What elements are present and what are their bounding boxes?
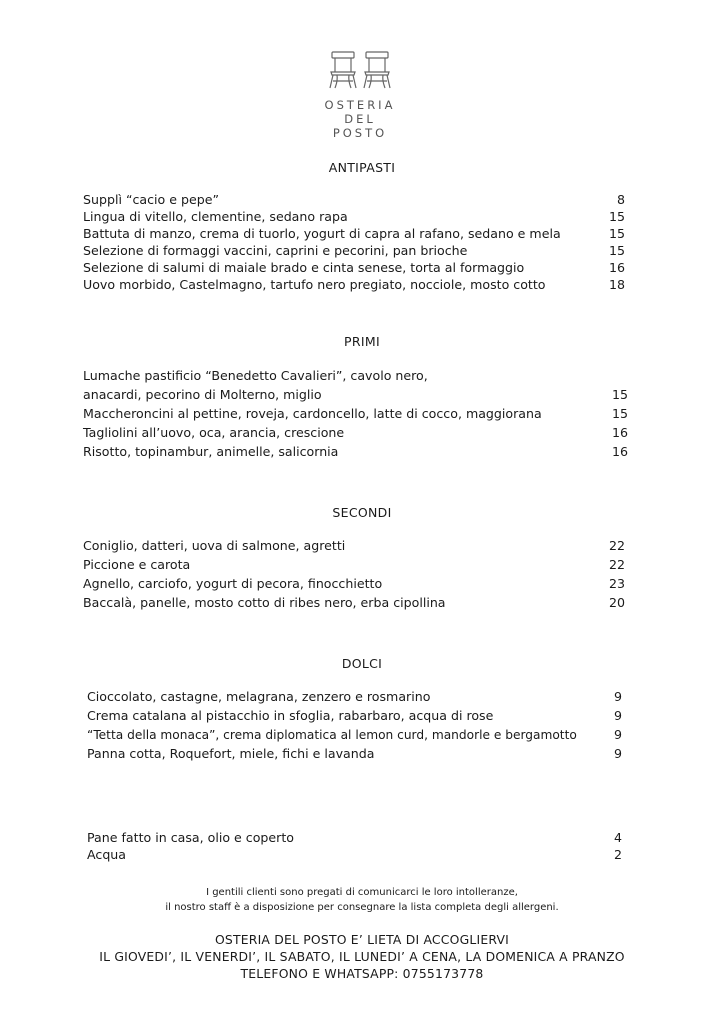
item-name: Lingua di vitello, clementine, sedano rapa [83, 209, 348, 224]
item-name: Tagliolini all’uovo, oca, arancia, crescione [83, 425, 345, 440]
footer-line-2: IL GIOVEDI’, IL VENERDI’, IL SABATO, IL LUNEDI’ A CENA, LA DOMENICA A PRANZO [99, 949, 625, 964]
item-name: Selezione di formaggi vaccini, caprini e pecorini, pan brioche [83, 243, 468, 258]
menu-item [83, 386, 628, 404]
section-title-secondi: SECONDI [332, 505, 392, 520]
osteria-logo [300, 50, 420, 140]
item-name: Maccheroncini al pettine, roveja, cardoncello, latte di cocco, maggiorana [83, 406, 542, 421]
menu-item [83, 424, 628, 442]
item-price: 9 [613, 689, 622, 704]
menu-item [87, 688, 622, 706]
menu-item [83, 367, 628, 385]
chairs-logo-icon [328, 50, 392, 90]
menu-item [87, 726, 622, 744]
menu-item [83, 537, 625, 555]
menu-item [83, 405, 628, 423]
item-price: 2 [613, 847, 622, 862]
item-name: Acqua [87, 847, 127, 862]
item-name: Pane fatto in casa, olio e coperto [87, 830, 294, 845]
section-title-primi: PRIMI [344, 334, 380, 349]
item-name: Agnello, carciofo, yogurt di pecora, finocchietto [83, 576, 383, 591]
item-name: Selezione di salumi di maiale brado e cinta senese, torta al formaggio [83, 260, 525, 275]
item-price: 22 [608, 538, 625, 553]
item-price: 15 [608, 243, 625, 258]
menu-item [83, 594, 625, 612]
item-name: Baccalà, panelle, mosto cotto di ribes nero, erba cipollina [83, 595, 446, 610]
logo-line-del: DEL [344, 112, 376, 126]
logo-line-osteria: OSTERIA [324, 98, 396, 112]
menu-item [87, 829, 622, 847]
footer-line-3: TELEFONO E WHATSAPP: 0755173778 [240, 966, 484, 981]
logo-line-posto: POSTO [332, 126, 388, 140]
item-name: Coniglio, datteri, uova di salmone, agretti [83, 538, 346, 553]
item-name: Battuta di manzo, crema di tuorlo, yogurt di capra al rafano, sedano e mela [83, 226, 561, 241]
item-name: anacardi, pecorino di Molterno, miglio [83, 387, 322, 402]
item-name: Lumache pastificio “Benedetto Cavalieri”, cavolo nero, [83, 368, 428, 383]
item-price: 16 [611, 425, 628, 440]
item-name: Risotto, topinambur, animelle, salicornia [83, 444, 339, 459]
item-price: 4 [613, 830, 622, 845]
item-price: 15 [608, 209, 625, 224]
menu-item [83, 225, 625, 243]
allergen-note-line-1: I gentili clienti sono pregati di comunicarci le loro intolleranze, [206, 887, 518, 898]
item-price: 9 [613, 727, 622, 742]
menu-item [83, 191, 625, 209]
menu-item [87, 707, 622, 725]
item-price: 16 [611, 444, 628, 459]
allergen-note-line-2: il nostro staff è a disposizione per consegnare la lista completa degli allergeni. [165, 902, 559, 913]
menu-item [83, 208, 625, 226]
item-price: 9 [613, 708, 622, 723]
item-price: 9 [613, 746, 622, 761]
menu-item [83, 443, 628, 461]
item-price: 15 [611, 387, 628, 402]
item-name: Panna cotta, Roquefort, miele, fichi e lavanda [87, 746, 375, 761]
item-name: Uovo morbido, Castelmagno, tartufo nero pregiato, nocciole, mosto cotto [83, 277, 546, 292]
footer-line-1: OSTERIA DEL POSTO E’ LIETA DI ACCOGLIERVI [214, 932, 510, 947]
item-price: 20 [608, 595, 625, 610]
item-price: 15 [611, 406, 628, 421]
item-name: Supplì “cacio e pepe” [83, 192, 220, 207]
item-price: 22 [608, 557, 625, 572]
item-price: 23 [608, 576, 625, 591]
menu-item [83, 276, 625, 294]
menu-item [87, 745, 622, 763]
item-name: “Tetta della monaca”, crema diplomatica al lemon curd, mandorle e bergamotto [87, 728, 577, 742]
item-price: 8 [616, 192, 625, 207]
item-price: 16 [608, 260, 625, 275]
item-price: 18 [608, 277, 625, 292]
menu-item [83, 575, 625, 593]
section-title-antipasti: ANTIPASTI [328, 160, 396, 175]
menu-item [83, 556, 625, 574]
menu-item [83, 242, 625, 260]
section-title-dolci: DOLCI [341, 656, 383, 671]
item-name: Crema catalana al pistacchio in sfoglia, rabarbaro, acqua di rose [87, 708, 494, 723]
item-price: 15 [608, 226, 625, 241]
menu-item [83, 259, 625, 277]
item-name: Cioccolato, castagne, melagrana, zenzero e rosmarino [87, 689, 431, 704]
menu-item [87, 846, 622, 864]
item-name: Piccione e carota [83, 557, 191, 572]
